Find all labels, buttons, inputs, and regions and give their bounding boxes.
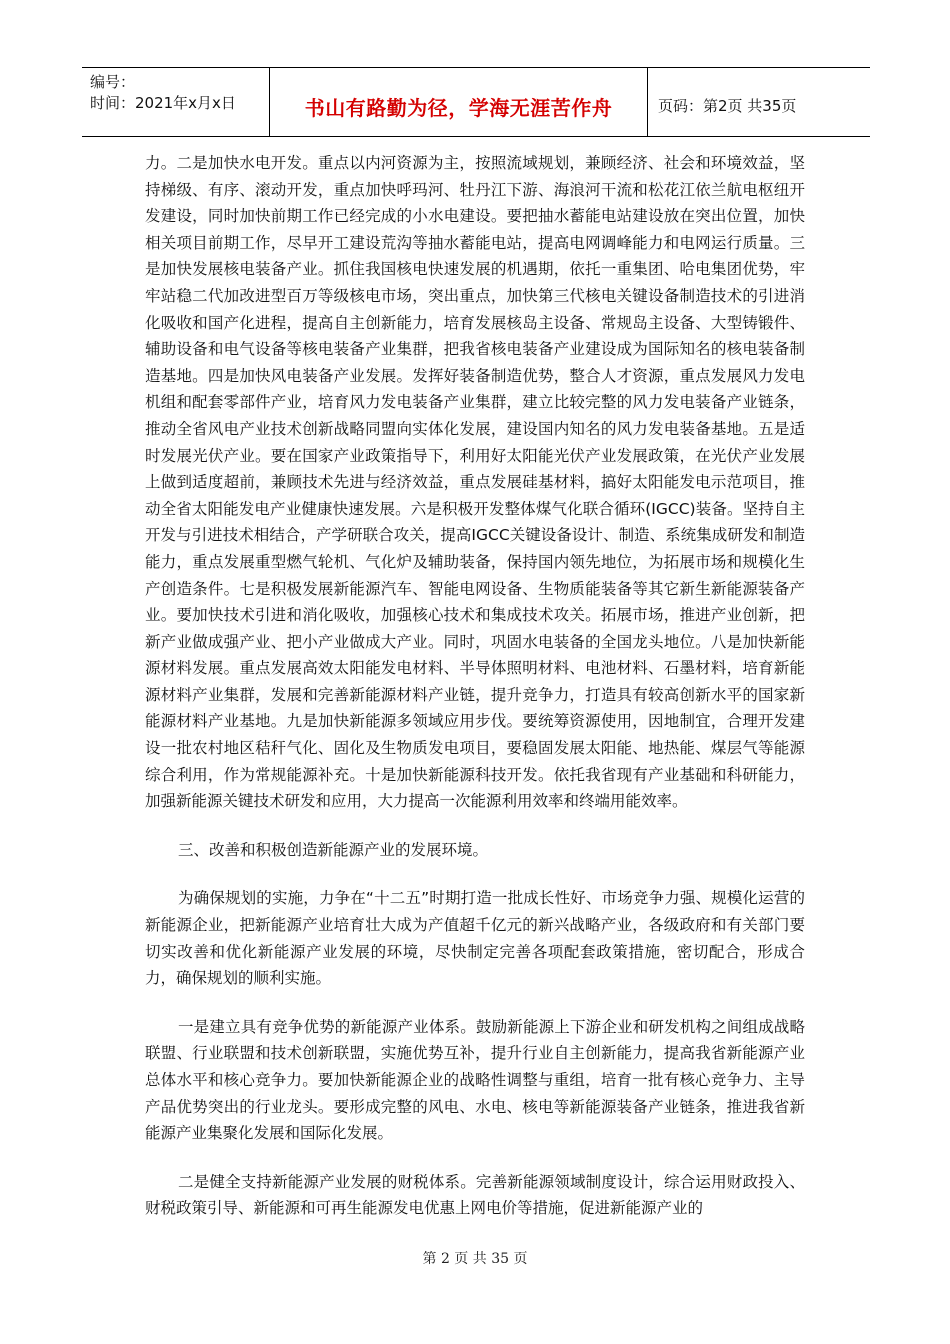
document-number-label: 编号： [90, 73, 136, 91]
body-paragraph: 二是健全支持新能源产业发展的财税体系。完善新能源领域制度设计，综合运用财政投入、财税政策引导、新能源和可再生能源发电优惠上网电价等措施，促进新能源产业的 [145, 1172, 805, 1218]
body-paragraph: 一是建立具有竞争优势的新能源产业体系。鼓励新能源上下游企业和研发机构之间组成战略联盟、行业联盟和技术创新联盟，实施优势互补，提升行业自主创新能力，提高我省新能源产业总体水平和核心竞争力。要加快新能源企业的战略性调整与重组，培育一批有核心竞争力、主导产品优势突出的行业龙头。要形成完整的风电、水电、核电等新能源装备产业链条，推进我省新能源产业集聚化发展和国际化发展。 [145, 1017, 805, 1143]
body-paragraph-continued: 力。二是加快水电开发。重点以内河资源为主，按照流域规划，兼顾经济、社会和环境效益，坚持梯级、有序、滚动开发，重点加快呼玛河、牡丹江下游、海浪河干流和松花江依兰航电枢纽开发建设，同时加快前期工作已经完成的小水电建设。要把抽水蓄能电站建设放在突出位置，加快相关项目前期工作，尽早开工建设荒沟等抽水蓄能电站，提高电网调峰能力和电网运行质量。三是加快发展核电装备产业。抓住我国核电快速发展的机遇期，依托一重集团、哈电集团优势，牢牢站稳二代加改进型百万等级核电市场，突出重点，加快第三代核电关键设备制造技术的引进消化吸收和国产化进程，提高自主创新能力，培育发展核岛主设备、常规岛主设备、大型铸锻件、辅助设备和电气设备等核电装备产业集群，把我省核电装备产业建设成为国际知名的核电装备制造基地。四是加快风电装备产业发展。发挥好装备制造优势，整合人才资源，重点发展风力发电机组和配套零部件产业，培育风力发电装备产业集群，建立比较完整的风力发电装备产业链条，推动全省风电产业技术创新战略同盟向实体化发展，建设国内知名的风力发电装备基地。五是适时发展光伏产业。要在国家产业政策指导下，利用好太阳能光伏产业发展政策，在光伏产业发展上做到适度超前，兼顾技术先进与经济效益，重点发展硅基材料，搞好太阳能发电示范项目，推动全省太阳能发电产业健康快速发展。六是积极开发整体煤气化联合循环(IGCC)装备。坚持自主开发与引进技术相结合，产学研联合攻关，提高IGCC关键设备设计、制造、系统集成研发和制造能力，重点发展重型燃气轮机、气化炉及辅助装备，保持国内领先地位，为拓展市场和规模化生产创造条件。七是积极发展新能源汽车、智能电网设备、生物质能装备等其它新生新能源装备产业。要加快技术引进和消化吸收，加强核心技术和集成技术攻关。拓展市场，推进产业创新，把新产业做成强产业、把小产业做成大产业。同时，巩固水电装备的全国龙头地位。八是加快新能源材料发展。重点发展高效太阳能发电材料、半导体照明材料、电池材料、石墨材料，培育新能源材料产业集群，发展和完善新能源材料产业链，提升竞争力，打造具有较高创新水平的国家新能源材料产业基地。九是加快新能源多领域应用步伐。要统筹资源使用，因地制宜，合理开发建设一批农村地区秸秆气化、固化及生物质发电项目，要稳固发展太阳能、地热能、煤层气等能源综合利用，作为常规能源补充。十是加快新能源科技开发。依托我省现有产业基础和科研能力，加强新能源关键技术研发和应用，大力提高一次能源利用效率和终端用能效率。 [145, 154, 805, 811]
header-motto: 书山有路勤为径，学海无涯苦作舟 [270, 68, 648, 136]
page-header [82, 67, 870, 137]
document-body [145, 150, 805, 1222]
header-left-cell [82, 68, 270, 136]
section-heading: 三、改善和积极创造新能源产业的发展环境。 [178, 840, 489, 859]
document-time-label: 时间：2021年x月x日 [90, 94, 236, 112]
header-page-info: 页码：第2页 共35页 [658, 96, 797, 115]
body-paragraph: 为确保规划的实施，力争在“十二五”时期打造一批成长性好、市场竞争力强、规模化运营的新能源企业，把新能源产业培育壮大成为产值超千亿元的新兴战略产业，各级政府和有关部门要切实改善和优化新能源产业发展的环境，尽快制定完善各项配套政策措施，密切配合，形成合力，确保规划的顺利实施。 [145, 889, 805, 988]
page-footer: 第 2 页 共 35 页 [422, 1251, 528, 1267]
